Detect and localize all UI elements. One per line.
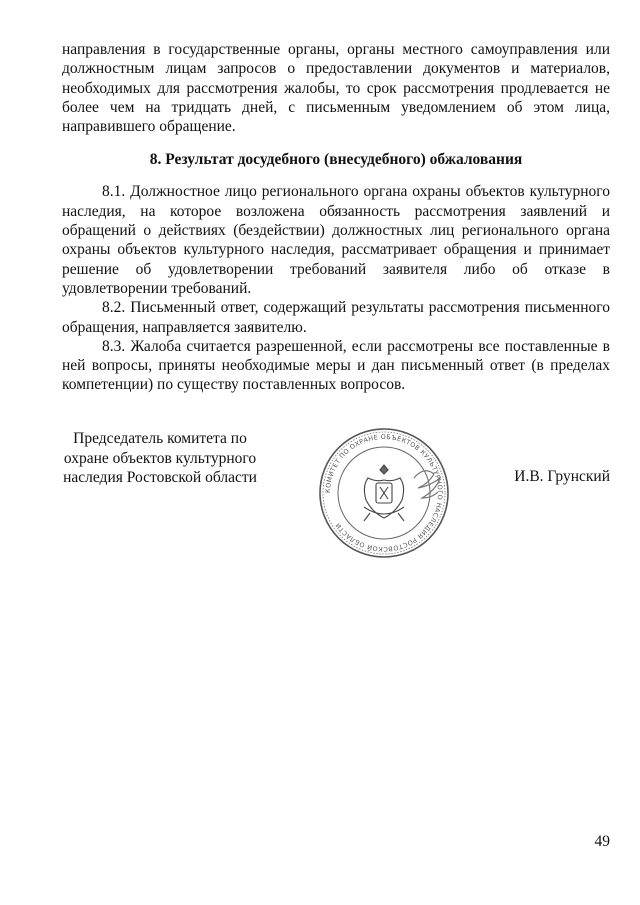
signature-block [62,423,610,563]
paragraph-8-1: 8.1. Должностное лицо регионального органа охраны объектов культурного наследия, на которое возложена обязанность рассмотрения заявлений и обращений о действиях (бездействии) должностных лиц регионального органа охраны объектов культурного наследия, рассматривает обращения и принимает решение об удовлетворении требований заявителя либо об отказе в удовлетворении требований. [62,183,610,297]
position-line: наследия Ростовской области [63,469,257,486]
position-line: охране объектов культурного [63,449,257,467]
section-heading: 8. Результат досудебного (внесудебного) обжалования [149,151,523,169]
seal-text: КОМИТЕТ ПО ОХРАНЕ ОБЪЕКТОВ КУЛЬТУРНОГО НАСЛЕДИЯ РОСТОВСКОЙ ОБЛАСТИ [323,432,445,554]
signatory-name: И.В. Грунский [514,468,610,485]
emblem-icon [364,465,404,521]
paragraph-8-2: 8.2. Письменный ответ, содержащий результаты рассмотрения письменного обращения, направляется заявителю. [62,299,610,336]
paragraph-8-3: 8.3. Жалоба считается разрешенной, если рассмотрены все поставленные в ней вопросы, приняты необходимые меры и дан письменный ответ (в пределах компетенции) по существу поставленных вопросов. [62,337,610,394]
official-seal-icon [314,423,454,563]
signatory-position [62,429,258,488]
document-body [62,40,610,395]
position-line: Председатель комитета по [73,430,247,447]
intro-paragraph: направления в государственные органы, органы местного самоуправления или должностным лицам запросов о предоставлении документов и материалов, необходимых для рассмотрения жалобы, то срок рассмотрения продлевается не более чем на тридцать дней, с письменным уведомлением об этом лица, направившего обращение. [62,41,610,136]
page-number: 49 [594,833,610,850]
